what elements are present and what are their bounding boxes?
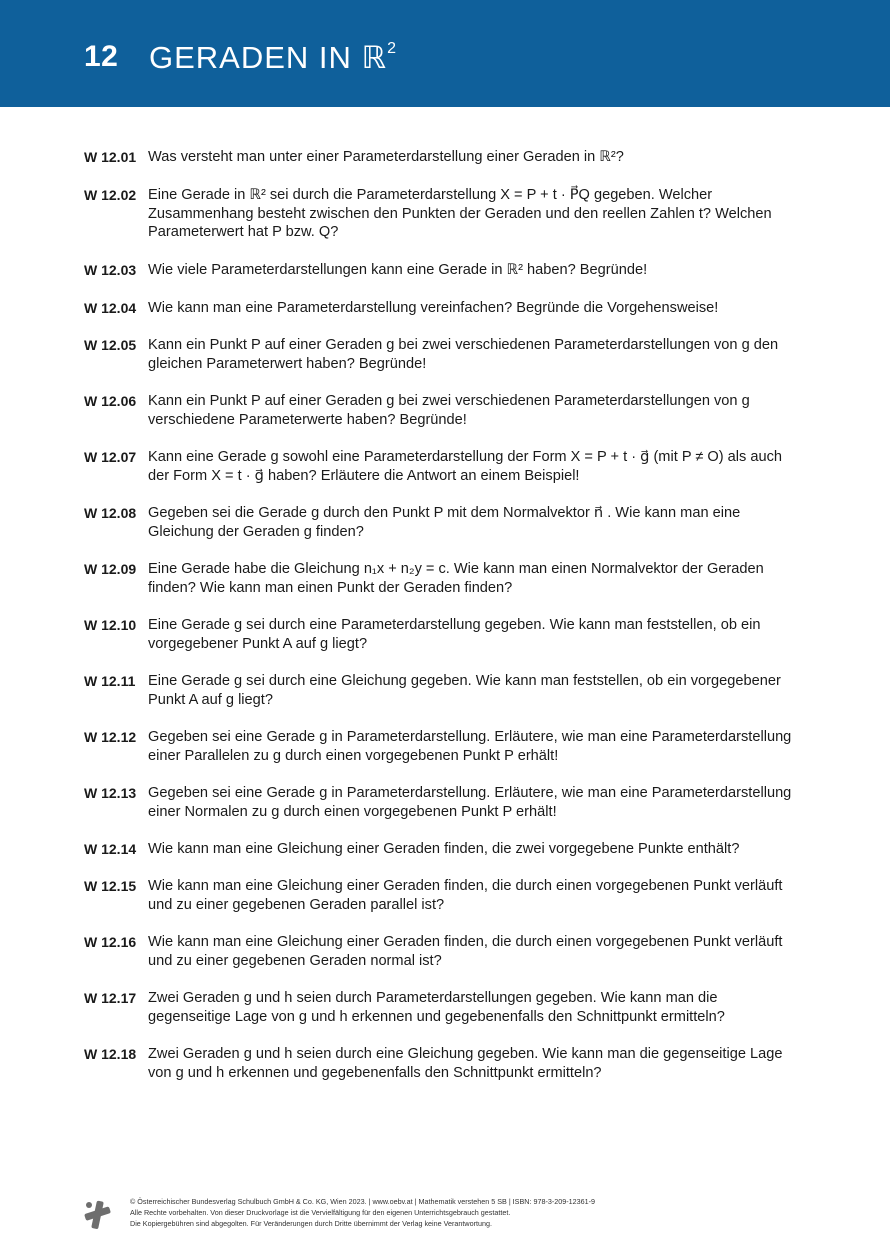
- exercise-id: W 12.16: [84, 934, 137, 950]
- exercise-id: W 12.01: [84, 149, 137, 165]
- exercise-text: Zwei Geraden g und h seien durch eine Gleichung gegeben. Wie kann man die gegenseitige Lage von g und h erkennen und gegebenenfalls den Schnittpunkt ermitteln?: [148, 1046, 783, 1081]
- exercise-text: Wie kann man eine Gleichung einer Geraden finden, die durch einen vorgegebenen Punkt verläuft und zu einer gegebenen Geraden normal ist?: [148, 934, 783, 969]
- footer-line: © Österreichischer Bundesverlag Schulbuch GmbH & Co. KG, Wien 2023. | www.oebv.at | Mathematik verstehen 5 SB | ISBN: 978-3-209-12361-9: [130, 1197, 595, 1206]
- exercise-text: Was versteht man unter einer Parameterdarstellung einer Geraden in ℝ²?: [148, 149, 624, 165]
- exercise-text: Kann ein Punkt P auf einer Geraden g bei zwei verschiedenen Parameterdarstellungen von g verschiedene Parameterwerte haben? Begründe!: [148, 393, 750, 428]
- exercise-id: W 12.02: [84, 187, 137, 203]
- chapter-title-superscript: 2: [387, 39, 397, 57]
- exercise-id: W 12.13: [84, 785, 137, 801]
- exercise-text: Wie kann man eine Gleichung einer Geraden finden, die durch einen vorgegebenen Punkt verläuft und zu einer gegebenen Geraden parallel ist?: [148, 878, 783, 913]
- exercise-text: Gegeben sei eine Gerade g in Parameterdarstellung. Erläutere, wie man eine Parameterdarstellung einer Parallelen zu g durch einen vorgegebenen Punkt P erhält!: [148, 729, 792, 764]
- exercise-text: Kann eine Gerade g sowohl eine Parameterdarstellung der Form X = P + t · g⃗ (mit P ≠ O) als auch der Form X = t · g⃗ haben? Erläutere die Antwort an einem Beispiel!: [148, 449, 783, 484]
- chapter-number: 12: [84, 40, 119, 73]
- exercise-text: Eine Gerade habe die Gleichung n₁x + n₂y = c. Wie kann man einen Normalvektor der Geraden finden? Wie kann man einen Punkt der Geraden finden?: [148, 561, 764, 596]
- chapter-header: [0, 0, 890, 107]
- exercise-id: W 12.14: [84, 841, 137, 857]
- exercise-id: W 12.08: [84, 505, 137, 521]
- chapter-title: [149, 40, 397, 76]
- copyright-notice: [130, 1196, 790, 1229]
- footer-line: Die Kopiergebühren sind abgegolten. Für Veränderungen durch Dritte übernimmt der Verlag keine Verantwortung.: [130, 1219, 492, 1228]
- exercise-id: W 12.09: [84, 561, 137, 577]
- exercise-text: Kann ein Punkt P auf einer Geraden g bei zwei verschiedenen Parameterdarstellungen von g den gleichen Parameterwert haben? Begründe!: [148, 337, 779, 372]
- exercise-id: W 12.18: [84, 1046, 137, 1062]
- exercise-text: Eine Gerade g sei durch eine Gleichung gegeben. Wie kann man feststellen, ob ein vorgegebener Punkt A auf g liegt?: [148, 673, 781, 708]
- exercise-id: W 12.05: [84, 337, 137, 353]
- publisher-logo-icon: [84, 1200, 112, 1230]
- page-footer: [84, 1196, 804, 1236]
- exercise-text: Gegeben sei die Gerade g durch den Punkt P mit dem Normalvektor n⃗ . Wie kann man eine Gleichung der Geraden g finden?: [148, 505, 741, 540]
- exercise-text: Wie kann man eine Gleichung einer Geraden finden, die zwei vorgegebene Punkte enthält?: [148, 841, 740, 857]
- exercise-id: W 12.17: [84, 990, 137, 1006]
- exercise-text: Eine Gerade g sei durch eine Parameterdarstellung gegeben. Wie kann man feststellen, ob ein vorgegebener Punkt A auf g liegt?: [148, 617, 761, 652]
- exercise-id: W 12.10: [84, 617, 137, 633]
- exercise-text: Zwei Geraden g und h seien durch Parameterdarstellungen gegeben. Wie kann man die gegenseitige Lage von g und h erkennen und gegebenenfalls den Schnittpunkt ermitteln?: [148, 990, 725, 1025]
- exercise-id: W 12.07: [84, 449, 137, 465]
- exercise-id: W 12.15: [84, 878, 137, 894]
- exercise-id: W 12.11: [84, 673, 136, 689]
- exercise-id: W 12.03: [84, 262, 137, 278]
- exercise-id: W 12.06: [84, 393, 137, 409]
- exercise-id: W 12.12: [84, 729, 137, 745]
- exercise-text: Wie kann man eine Parameterdarstellung vereinfachen? Begründe die Vorgehensweise!: [148, 300, 719, 316]
- exercise-id: W 12.04: [84, 300, 137, 316]
- exercise-text: Wie viele Parameterdarstellungen kann eine Gerade in ℝ² haben? Begründe!: [148, 262, 648, 278]
- exercise-text: Gegeben sei eine Gerade g in Parameterdarstellung. Erläutere, wie man eine Parameterdarstellung einer Normalen zu g durch einen vorgegebenen Punkt P erhält!: [148, 785, 792, 820]
- footer-line: Alle Rechte vorbehalten. Von dieser Druckvorlage ist die Vervielfältigung für den eigenen Unterrichtsgebrauch gestattet.: [130, 1208, 511, 1217]
- exercise-text: Eine Gerade in ℝ² sei durch die Parameterdarstellung X = P + t · P⃗Q gegeben. Welcher Zusammenhang besteht zwischen den Punkten der Geraden und den reellen Zahlen t? Welchen Parameterwert hat P bzw. Q?: [148, 187, 772, 240]
- chapter-title-text: GERADEN IN ℝ: [149, 40, 388, 75]
